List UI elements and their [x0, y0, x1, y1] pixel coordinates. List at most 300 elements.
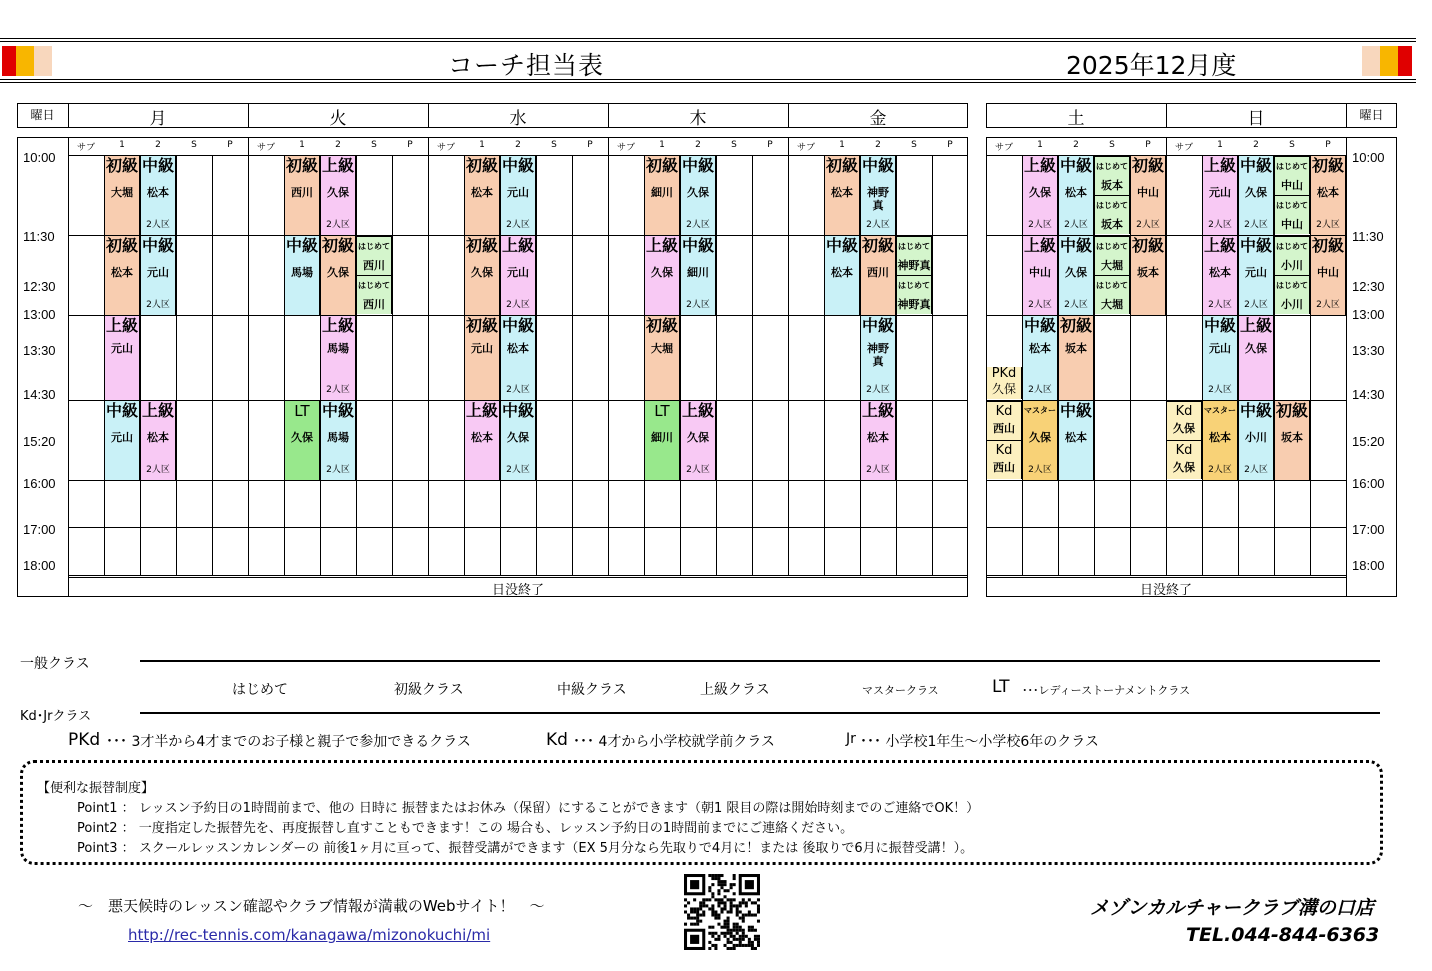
- lesson-coach: 松本: [1209, 431, 1231, 444]
- legend-kd-label: Kd: [546, 730, 568, 750]
- sub-column-label: S: [191, 140, 197, 150]
- lesson-coach: 元山: [507, 186, 529, 199]
- day-divider: [788, 103, 789, 128]
- sub-column-line: [356, 155, 357, 575]
- lesson-note: 2人区: [1316, 300, 1340, 310]
- lesson-coach: 久保: [687, 186, 709, 199]
- lesson-note: 2人区: [1316, 220, 1340, 230]
- lesson-cell-chukyu: [1238, 236, 1274, 315]
- lesson-coach: 神野 真: [867, 186, 889, 212]
- lesson-cell-chukyu: [104, 401, 140, 480]
- lesson-level: 初級: [1131, 236, 1164, 255]
- lesson-level: 初級: [105, 156, 138, 175]
- lesson-coach: 久保: [507, 431, 529, 444]
- lesson-coach: 松本: [1065, 186, 1087, 199]
- lesson-note: 2人区: [1244, 220, 1268, 230]
- header-deco-stripe: [1362, 46, 1380, 76]
- lesson-level: 初級: [465, 156, 498, 175]
- lesson-note: 2人区: [866, 385, 890, 395]
- lesson-coach: 松本: [1065, 431, 1087, 444]
- lesson-coach: 西山: [993, 461, 1015, 474]
- header-rule-top-2: [0, 41, 1416, 42]
- lesson-cell-chukyu: [680, 156, 716, 235]
- club-name: メゾンカルチャークラブ溝の口店: [1090, 897, 1374, 919]
- lesson-cell-shokyu: [1130, 236, 1166, 315]
- lesson-level: 中級: [1203, 316, 1236, 335]
- lesson-level: 上級: [1203, 156, 1236, 175]
- lesson-coach: 馬場: [327, 342, 349, 355]
- lesson-cell-hajimete: [1274, 156, 1310, 195]
- lesson-level: 中級: [501, 401, 534, 420]
- club-tel: TEL.044-844-6363: [1186, 924, 1380, 946]
- time-label: 10:00: [23, 150, 56, 165]
- lesson-note: 2人区: [326, 385, 350, 395]
- lesson-coach: 松本: [831, 186, 853, 199]
- lesson-level: はじめて: [1276, 242, 1308, 251]
- sub-column-label: サブ: [616, 143, 635, 153]
- lesson-cell-shokyu: [1274, 401, 1310, 480]
- lesson-level: 上級: [1203, 236, 1236, 255]
- sub-column-label: 2: [155, 140, 161, 150]
- lesson-coach: 馬場: [291, 266, 313, 279]
- sub-column-label: サブ: [1174, 143, 1193, 153]
- footer-url-link[interactable]: http://rec-tennis.com/kanagawa/mizonokuchi/mi: [128, 926, 491, 944]
- lesson-coach: 久保: [687, 431, 709, 444]
- sub-column-label: 2: [335, 140, 341, 150]
- lesson-coach: 細川: [687, 266, 709, 279]
- lesson-note: 2人区: [1028, 220, 1052, 230]
- sub-column-label: 1: [659, 140, 665, 150]
- furikae-point-3: Point3 ： スクールレッスンカレンダーの 前後1ヶ月に亘って、振替受講ができます（EX 5月分なら先取りで4月に！または 後取りで6月に振替受講！）。: [77, 841, 974, 856]
- lesson-level: 初級: [465, 236, 498, 255]
- lesson-coach: 松本: [147, 431, 169, 444]
- lesson-cell-jokyu: [644, 236, 680, 315]
- yobi-label-right: 曜日: [1359, 108, 1384, 122]
- lesson-level: 上級: [681, 401, 714, 420]
- sub-column-label: S: [911, 140, 917, 150]
- time-label: 13:30: [1352, 343, 1385, 358]
- lesson-cell-kd: [1166, 440, 1202, 479]
- lesson-level: はじめて: [358, 242, 390, 251]
- lesson-note: 2人区: [1208, 465, 1232, 475]
- lesson-level: 初級: [861, 236, 894, 255]
- legend-kd-desc: ･･･ 4才から小学校就学前クラス: [573, 734, 775, 750]
- lesson-cell-chukyu: [1238, 401, 1274, 480]
- lesson-level: はじめて: [1276, 162, 1308, 171]
- time-label: 17:00: [1352, 522, 1385, 537]
- lesson-coach: 小川: [1281, 259, 1303, 272]
- lesson-cell-kd: [986, 440, 1022, 479]
- lesson-cell-hajimete: [356, 236, 392, 275]
- time-label: 15:20: [1352, 434, 1385, 449]
- lesson-coach: 久保: [327, 186, 349, 199]
- day-divider: [1166, 137, 1167, 576]
- lesson-note: 2人区: [506, 300, 530, 310]
- lesson-level: 上級: [1239, 316, 1272, 335]
- sub-column-label: 1: [1217, 140, 1223, 150]
- lesson-cell-shokyu: [824, 156, 860, 235]
- legend-hajimete: はじめて: [232, 682, 288, 698]
- lesson-note: 2人区: [146, 465, 170, 475]
- sub-column-label: 1: [839, 140, 845, 150]
- lesson-level: はじめて: [898, 242, 930, 251]
- header-rule-top: [0, 38, 1416, 39]
- sub-column-line: [212, 155, 213, 575]
- furikae-point-2: Point2 ： 一度指定した振替先を、再度振替し直すこともできます！この 場合も、レッスン予約日の1時間前までにご連絡ください。: [77, 821, 854, 836]
- legend-kd-title: Kd･Jrクラス: [20, 709, 92, 724]
- lesson-level: 初級: [465, 316, 498, 335]
- lesson-coach: 元山: [471, 342, 493, 355]
- lesson-coach: 久保: [1029, 186, 1051, 199]
- header-deco-stripe: [1380, 46, 1398, 76]
- lesson-cell-chukyu: [500, 401, 536, 480]
- grid-line: [68, 480, 968, 481]
- lesson-level: 上級: [1023, 156, 1056, 175]
- sub-column-label: S: [1109, 140, 1115, 150]
- day-name: 木: [689, 109, 707, 129]
- lesson-cell-kd: [986, 401, 1022, 440]
- lesson-level: Kd: [1175, 443, 1193, 458]
- lesson-cell-chukyu: [824, 236, 860, 315]
- lesson-cell-chukyu: [500, 316, 536, 400]
- lesson-level: 上級: [141, 401, 174, 420]
- header-deco-stripe: [2, 46, 16, 76]
- lesson-cell-shokyu: [1130, 156, 1166, 235]
- lesson-coach: 久保: [1245, 342, 1267, 355]
- lesson-note: 2人区: [1208, 385, 1232, 395]
- legend-shokyu: 初級クラス: [394, 682, 464, 698]
- sub-column-line: [896, 155, 897, 575]
- lesson-coach: 久保: [991, 382, 1016, 396]
- lesson-level: はじめて: [1096, 242, 1128, 251]
- legend-pkd-label: PKd: [68, 730, 101, 750]
- lesson-level: はじめて: [1096, 281, 1128, 290]
- time-divider-right: [1346, 137, 1347, 597]
- lesson-level: LT: [294, 402, 310, 420]
- sub-column-label: サブ: [76, 143, 95, 153]
- lesson-cell-shokyu: [104, 236, 140, 315]
- header-deco-stripe: [34, 46, 52, 76]
- day-name: 日: [1247, 109, 1265, 129]
- lesson-coach: 久保: [1173, 461, 1195, 474]
- sub-column-label: 2: [875, 140, 881, 150]
- lesson-coach: 久保: [291, 431, 313, 444]
- lesson-coach: 馬場: [327, 431, 349, 444]
- lesson-cell-shokyu: [1310, 236, 1346, 315]
- lesson-note: 2人区: [1244, 465, 1268, 475]
- lesson-note: 2人区: [1208, 300, 1232, 310]
- lesson-coach: 松本: [1029, 342, 1051, 355]
- time-label: 12:30: [23, 279, 56, 294]
- sunset-label: 日没終了: [491, 583, 544, 598]
- sub-column-label: 1: [299, 140, 305, 150]
- legend-jr-desc: ･･･ 小学校1年生～小学校6年のクラス: [860, 734, 1099, 750]
- sub-column-line: [176, 155, 177, 575]
- lesson-cell-jokyu: [140, 401, 176, 480]
- day-name: 金: [869, 109, 887, 129]
- lesson-level: 中級: [321, 401, 354, 420]
- sub-column-line: [536, 155, 537, 575]
- day-divider: [608, 103, 609, 128]
- lesson-level: Kd: [995, 404, 1013, 419]
- lesson-level: 初級: [1131, 156, 1164, 175]
- legend-general-rule: [140, 660, 1380, 662]
- lesson-coach: 神野真: [897, 259, 931, 272]
- time-label: 18:00: [1352, 558, 1385, 573]
- lesson-level: 初級: [285, 156, 318, 175]
- lesson-coach: 松本: [1209, 266, 1231, 279]
- lesson-note: 2人区: [686, 465, 710, 475]
- lesson-coach: 西川: [363, 298, 385, 311]
- furikae-point-1: Point1 ： レッスン予約日の1時間前まで、他の 日時に 振替またはお休み（保留）にすることができます（朝1 限目の際は開始時刻までのご連絡でOK！）: [77, 801, 980, 816]
- sub-column-line: [392, 155, 393, 575]
- lesson-level: 中級: [1059, 236, 1092, 255]
- lesson-cell-hajimete: [356, 275, 392, 314]
- time-label: 10:00: [1352, 150, 1385, 165]
- sub-column-label: 1: [1037, 140, 1043, 150]
- lesson-level: はじめて: [1096, 162, 1128, 171]
- sub-column-label: S: [371, 140, 377, 150]
- lesson-level: 中級: [861, 316, 894, 335]
- day-divider: [1166, 103, 1167, 128]
- lesson-coach: 久保: [471, 266, 493, 279]
- legend-jokyu: 上級クラス: [700, 682, 770, 698]
- lesson-level: 初級: [1275, 401, 1308, 420]
- lesson-cell-jokyu: [320, 156, 356, 235]
- lesson-level: はじめて: [1096, 201, 1128, 210]
- lesson-level: 中級: [1239, 401, 1272, 420]
- lesson-level: 中級: [1059, 156, 1092, 175]
- lesson-coach: 元山: [147, 266, 169, 279]
- lesson-level: 初級: [1059, 316, 1092, 335]
- lesson-coach: 元山: [1209, 186, 1231, 199]
- lesson-coach: 小川: [1281, 298, 1303, 311]
- sub-column-label: S: [1289, 140, 1295, 150]
- lesson-note: 2人区: [866, 465, 890, 475]
- lesson-coach: 神野真: [897, 298, 931, 311]
- lesson-cell-lt: [284, 401, 320, 480]
- lesson-note: 2人区: [866, 220, 890, 230]
- lesson-cell-shokyu: [284, 156, 320, 235]
- lesson-cell-jokyu: [1202, 236, 1238, 315]
- sub-column-label: 2: [1073, 140, 1079, 150]
- lesson-coach: 元山: [111, 342, 133, 355]
- lesson-level: マスター: [1204, 406, 1236, 415]
- lesson-cell-jokyu: [104, 316, 140, 400]
- time-label: 16:00: [23, 476, 56, 491]
- lesson-level: 中級: [1239, 156, 1272, 175]
- lesson-cell-hajimete: [1094, 275, 1130, 314]
- lesson-level: 上級: [861, 401, 894, 420]
- lesson-level: 中級: [861, 156, 894, 175]
- lesson-cell-chukyu: [860, 316, 896, 400]
- header-deco-stripe: [1398, 46, 1412, 76]
- lesson-coach: 細川: [651, 186, 673, 199]
- day-divider: [608, 137, 609, 576]
- lesson-level: 上級: [321, 316, 354, 335]
- lesson-cell-hajimete: [896, 236, 932, 275]
- header-rule-bottom-2: [0, 82, 1416, 83]
- lesson-cell-chukyu: [320, 401, 356, 480]
- sub-column-label: S: [731, 140, 737, 150]
- lesson-cell-hajimete: [1094, 236, 1130, 275]
- lesson-cell-kd: [1166, 401, 1202, 440]
- lesson-cell-jokyu: [860, 401, 896, 480]
- lesson-level: 上級: [105, 316, 138, 335]
- lesson-level: 中級: [1059, 401, 1092, 420]
- lesson-coach: 坂本: [1281, 431, 1303, 444]
- lesson-cell-shokyu: [644, 316, 680, 400]
- lesson-cell-master: [1202, 401, 1238, 480]
- legend-master: マスタークラス: [862, 684, 939, 697]
- sub-column-line: [716, 155, 717, 575]
- time-divider: [68, 137, 69, 597]
- lesson-note: 2人区: [326, 465, 350, 475]
- yobi-divider-right: [1346, 103, 1347, 128]
- lesson-coach: 久保: [327, 266, 349, 279]
- lesson-note: 2人区: [686, 300, 710, 310]
- lesson-cell-hajimete: [1094, 195, 1130, 234]
- lesson-coach: 神野 真: [867, 342, 889, 368]
- lesson-cell-chukyu: [860, 156, 896, 235]
- header-deco-right: [1362, 46, 1412, 76]
- lesson-coach: 久保: [651, 266, 673, 279]
- sub-column-label: 2: [695, 140, 701, 150]
- lesson-note: 2人区: [326, 220, 350, 230]
- sub-column-label: P: [767, 140, 773, 150]
- lesson-cell-hajimete: [896, 275, 932, 314]
- day-name: 月: [149, 109, 167, 129]
- lesson-coach: 西川: [363, 259, 385, 272]
- lesson-level: 初級: [645, 156, 678, 175]
- lesson-cell-shokyu: [464, 156, 500, 235]
- yobi-label: 曜日: [30, 108, 55, 122]
- lesson-coach: 元山: [507, 266, 529, 279]
- lesson-level: 上級: [465, 401, 498, 420]
- time-label: 11:30: [1352, 229, 1384, 244]
- lesson-cell-jokyu: [1202, 156, 1238, 235]
- time-label: 17:00: [23, 522, 56, 537]
- sunset-line: [68, 577, 968, 578]
- lesson-level: PKd: [991, 366, 1017, 381]
- lesson-level: 中級: [141, 156, 174, 175]
- lesson-cell-chukyu: [1058, 156, 1094, 235]
- lesson-coach: 中山: [1029, 266, 1051, 279]
- lesson-coach: 元山: [111, 431, 133, 444]
- lesson-coach: 久保: [1029, 431, 1051, 444]
- lesson-coach: 中山: [1317, 266, 1339, 279]
- qr-code-icon: [684, 874, 760, 950]
- lesson-coach: 大堀: [111, 186, 133, 199]
- lesson-note: 2人区: [506, 465, 530, 475]
- legend-lt-desc: ･･･レディーストーナメントクラス: [1022, 684, 1191, 697]
- day-name: 水: [509, 109, 527, 129]
- lesson-coach: 西川: [867, 266, 889, 279]
- grid-line-light: [68, 575, 968, 576]
- lesson-coach: 松本: [507, 342, 529, 355]
- lesson-coach: 大堀: [1101, 259, 1123, 272]
- lesson-level: 中級: [285, 236, 318, 255]
- time-label: 12:30: [1352, 279, 1385, 294]
- sub-column-label: P: [947, 140, 953, 150]
- lesson-coach: 大堀: [1101, 298, 1123, 311]
- lesson-level: はじめて: [1276, 281, 1308, 290]
- legend-general-title: 一般クラス: [20, 656, 90, 672]
- lesson-level: 中級: [501, 316, 534, 335]
- sub-column-line: [572, 155, 573, 575]
- lesson-coach: 松本: [147, 186, 169, 199]
- time-label: 14:30: [23, 387, 56, 402]
- time-label: 13:30: [23, 343, 56, 358]
- lesson-note: 2人区: [1028, 300, 1052, 310]
- time-label: 13:00: [23, 307, 56, 322]
- lesson-coach: 大堀: [651, 342, 673, 355]
- page-month: 2025年12月度: [1066, 51, 1237, 80]
- sub-column-label: P: [407, 140, 413, 150]
- lesson-coach: 小川: [1245, 431, 1267, 444]
- lesson-note: 2人区: [506, 385, 530, 395]
- header-deco-left: [2, 46, 52, 76]
- sub-column-label: 1: [479, 140, 485, 150]
- lesson-note: 2人区: [1244, 300, 1268, 310]
- lesson-cell-jokyu: [1022, 236, 1058, 315]
- time-label: 11:30: [23, 229, 55, 244]
- lesson-cell-jokyu: [680, 401, 716, 480]
- lesson-cell-hajimete: [1094, 156, 1130, 195]
- day-divider: [248, 103, 249, 128]
- lesson-cell-jokyu: [1238, 316, 1274, 400]
- lesson-cell-shokyu: [464, 236, 500, 315]
- lesson-level: 中級: [105, 401, 138, 420]
- lesson-cell-hajimete: [1274, 275, 1310, 314]
- lesson-coach: 細川: [651, 431, 673, 444]
- day-name: 土: [1067, 109, 1085, 129]
- lesson-coach: 久保: [1065, 266, 1087, 279]
- day-divider: [68, 103, 69, 128]
- day-divider: [248, 137, 249, 576]
- lesson-note: 2人区: [686, 220, 710, 230]
- lesson-level: はじめて: [1276, 201, 1308, 210]
- lesson-level: 初級: [825, 156, 858, 175]
- legend-kd-rule: [140, 712, 1380, 714]
- lesson-cell-chukyu: [140, 236, 176, 315]
- lesson-coach: 松本: [471, 186, 493, 199]
- sub-column-label: P: [227, 140, 233, 150]
- lesson-cell-shokyu: [104, 156, 140, 235]
- sub-column-label: サブ: [256, 143, 275, 153]
- day-divider: [788, 137, 789, 576]
- lesson-level: 中級: [681, 156, 714, 175]
- lesson-note: 2人区: [1136, 220, 1160, 230]
- sub-column-label: サブ: [994, 143, 1013, 153]
- lesson-level: 初級: [1311, 156, 1344, 175]
- lesson-cell-lt: [644, 401, 680, 480]
- lesson-level: はじめて: [358, 281, 390, 290]
- lesson-level: 上級: [321, 156, 354, 175]
- sub-column-line: [752, 155, 753, 575]
- lesson-level: 初級: [645, 316, 678, 335]
- lesson-cell-shokyu: [464, 316, 500, 400]
- lesson-level: マスター: [1024, 406, 1056, 415]
- sub-column-label: サブ: [796, 143, 815, 153]
- sub-column-label: P: [1325, 140, 1331, 150]
- lesson-level: 中級: [1023, 316, 1056, 335]
- lesson-cell-jokyu: [1022, 156, 1058, 235]
- lesson-cell-chukyu: [140, 156, 176, 235]
- lesson-coach: 坂本: [1101, 179, 1123, 192]
- lesson-cell-shokyu: [860, 236, 896, 315]
- lesson-coach: 久保: [1173, 422, 1195, 435]
